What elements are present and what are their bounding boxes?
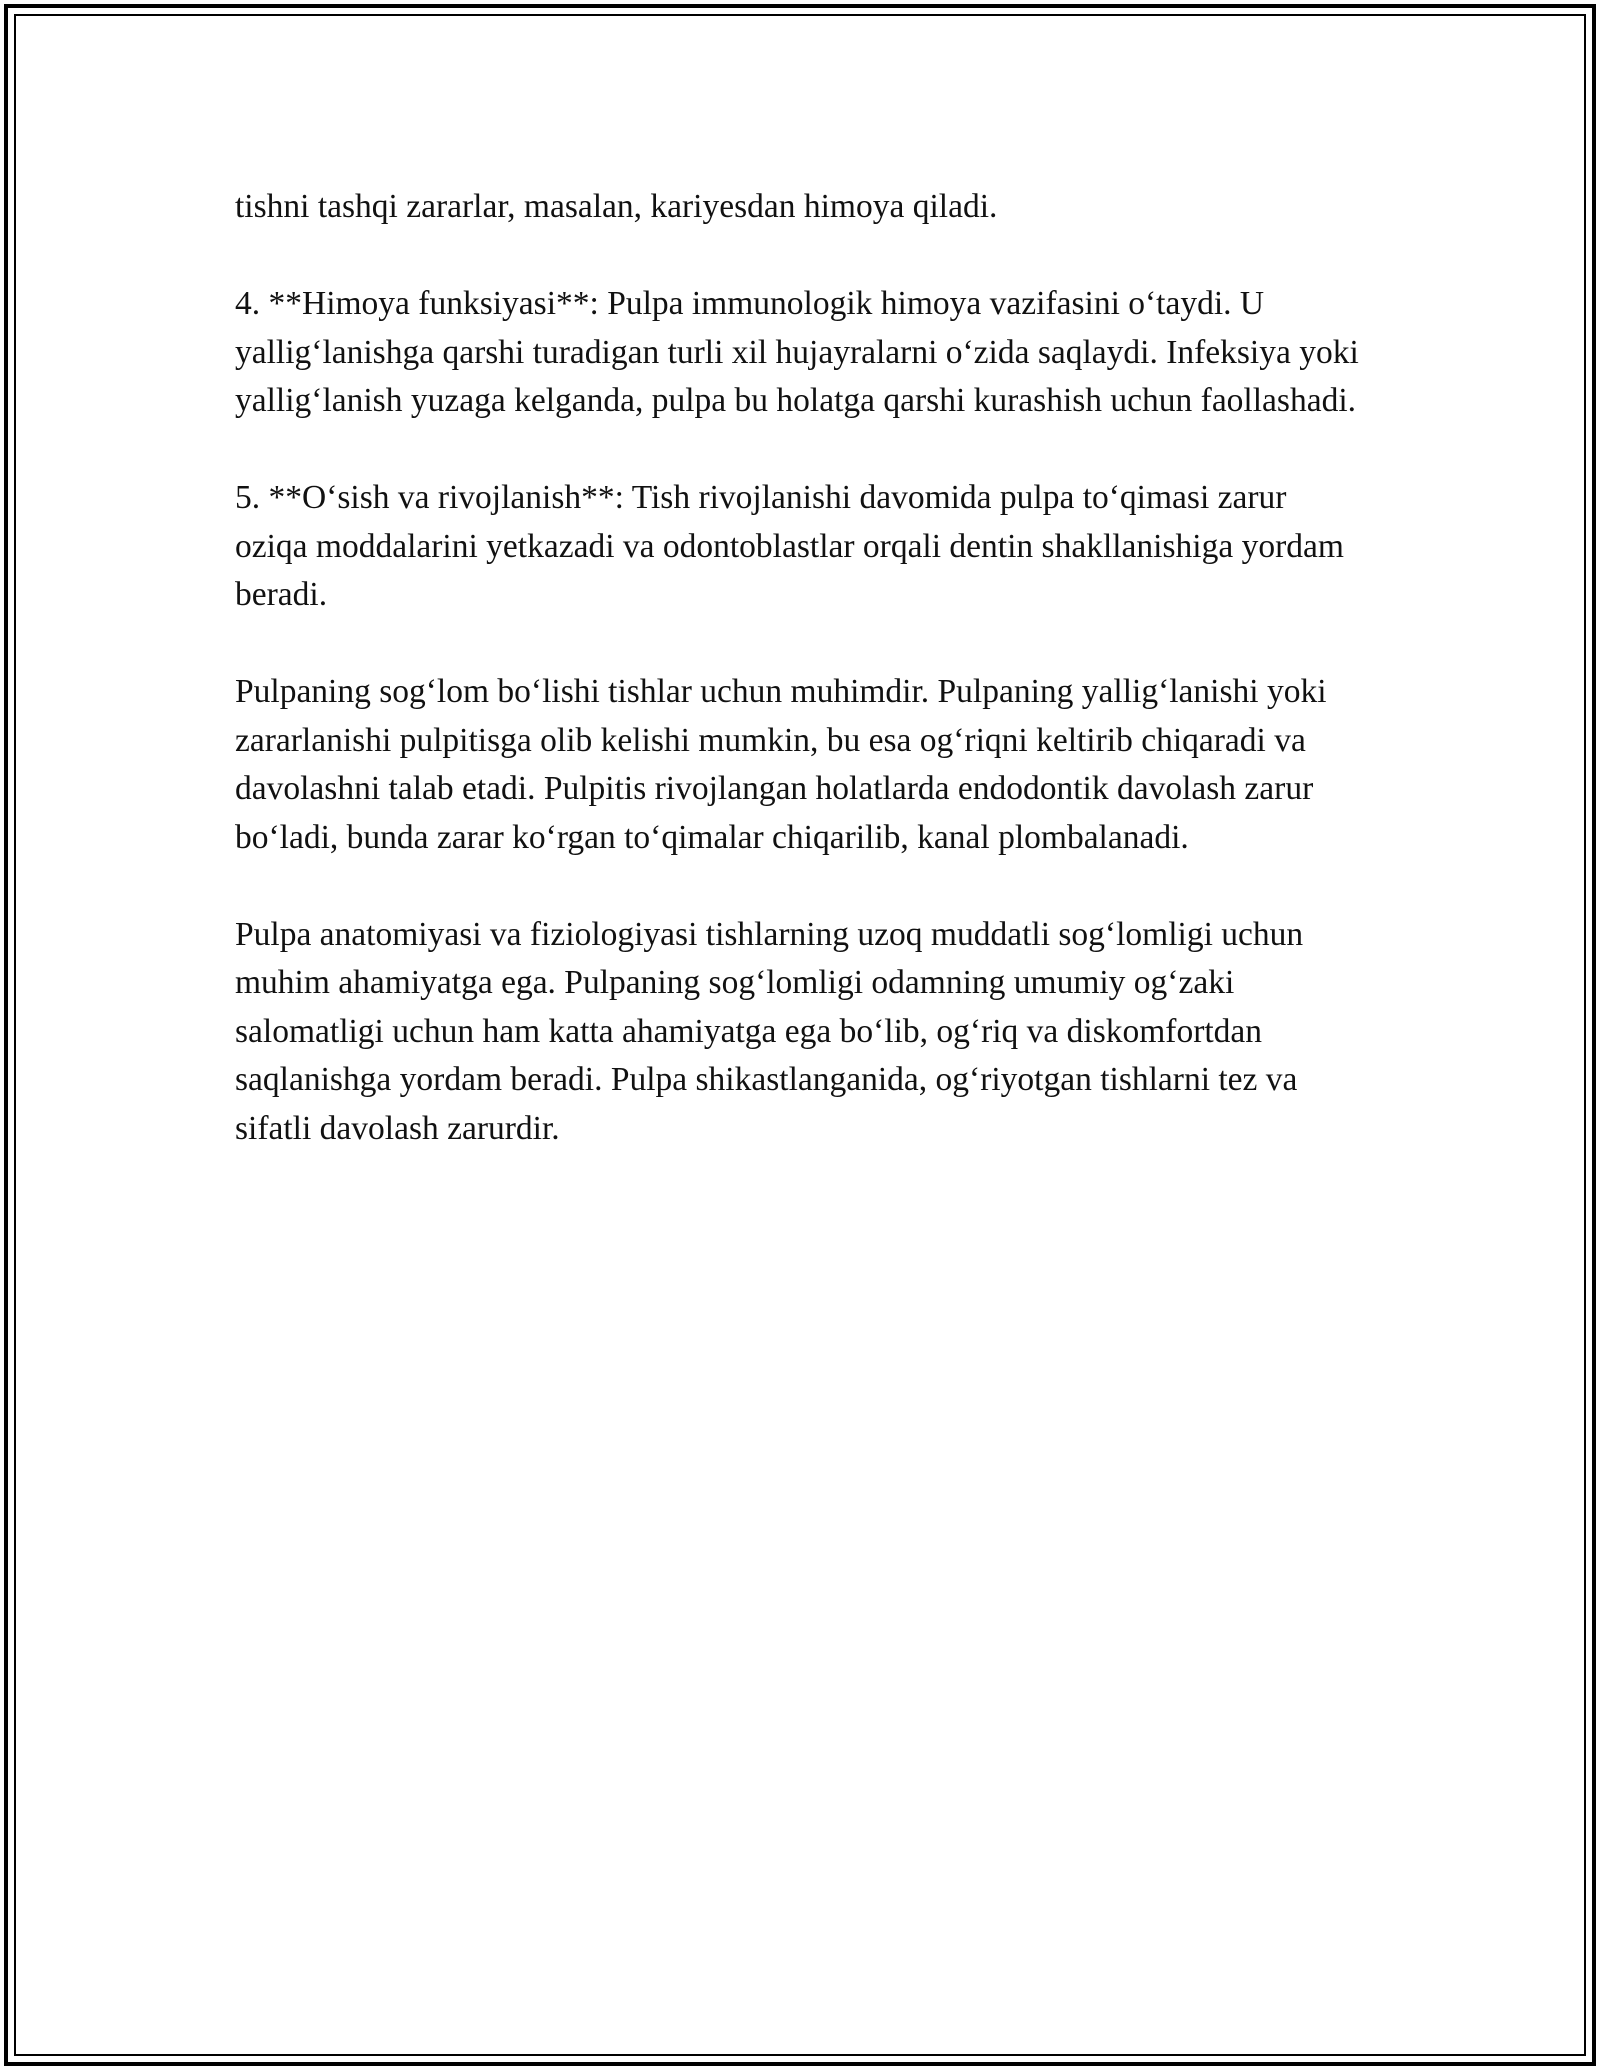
paragraph-defense-function: 4. **Himoya funksiyasi**: Pulpa immunologik himoya vazifasini o‘taydi. U yallig‘lanishga qarshi turadigan turli xil hujayralarni o‘zida saqlaydi. Infeksiya yoki yallig‘lanish yuzaga kelganda, pulpa bu holatga qarshi kurashish uchun faollashadi.	[235, 285, 1359, 419]
paragraph-growth-development: 5. **O‘sish va rivojlanish**: Tish rivojlanishi davomida pulpa to‘qimasi zarur oziqa moddalarini yetkazadi va odontoblastlar orqali dentin shakllanishiga yordam beradi.	[235, 479, 1344, 613]
paragraph-pulp-health: Pulpaning sog‘lom bo‘lishi tishlar uchun muhimdir. Pulpaning yallig‘lanishi yoki zararlanishi pulpitisga olib kelishi mumkin, bu esa og‘riqni keltirib chiqaradi va davolashni talab etadi. Pulpitis rivojlangan holatlarda endodontik davolash zarur bo‘ladi, bunda zarar ko‘rgan to‘qimalar chiqarilib, kanal plombalanadi.	[235, 673, 1327, 856]
paragraph-continuation: tishni tashqi zararlar, masalan, kariyesdan himoya qiladi.	[235, 188, 998, 225]
document-body	[235, 183, 1365, 1202]
paragraph-conclusion: Pulpa anatomiyasi va fiziologiyasi tishlarning uzoq muddatli sog‘lomligi uchun muhim ahamiyatga ega. Pulpaning sog‘lomligi odamning umumiy og‘zaki salomatligi uchun ham katta ahamiyatga ega bo‘lib, og‘riq va diskomfortdan saqlanishga yordam beradi. Pulpa shikastlanganida, og‘riyotgan tishlarni tez va sifatli davolash zarurdir.	[235, 915, 1304, 1147]
